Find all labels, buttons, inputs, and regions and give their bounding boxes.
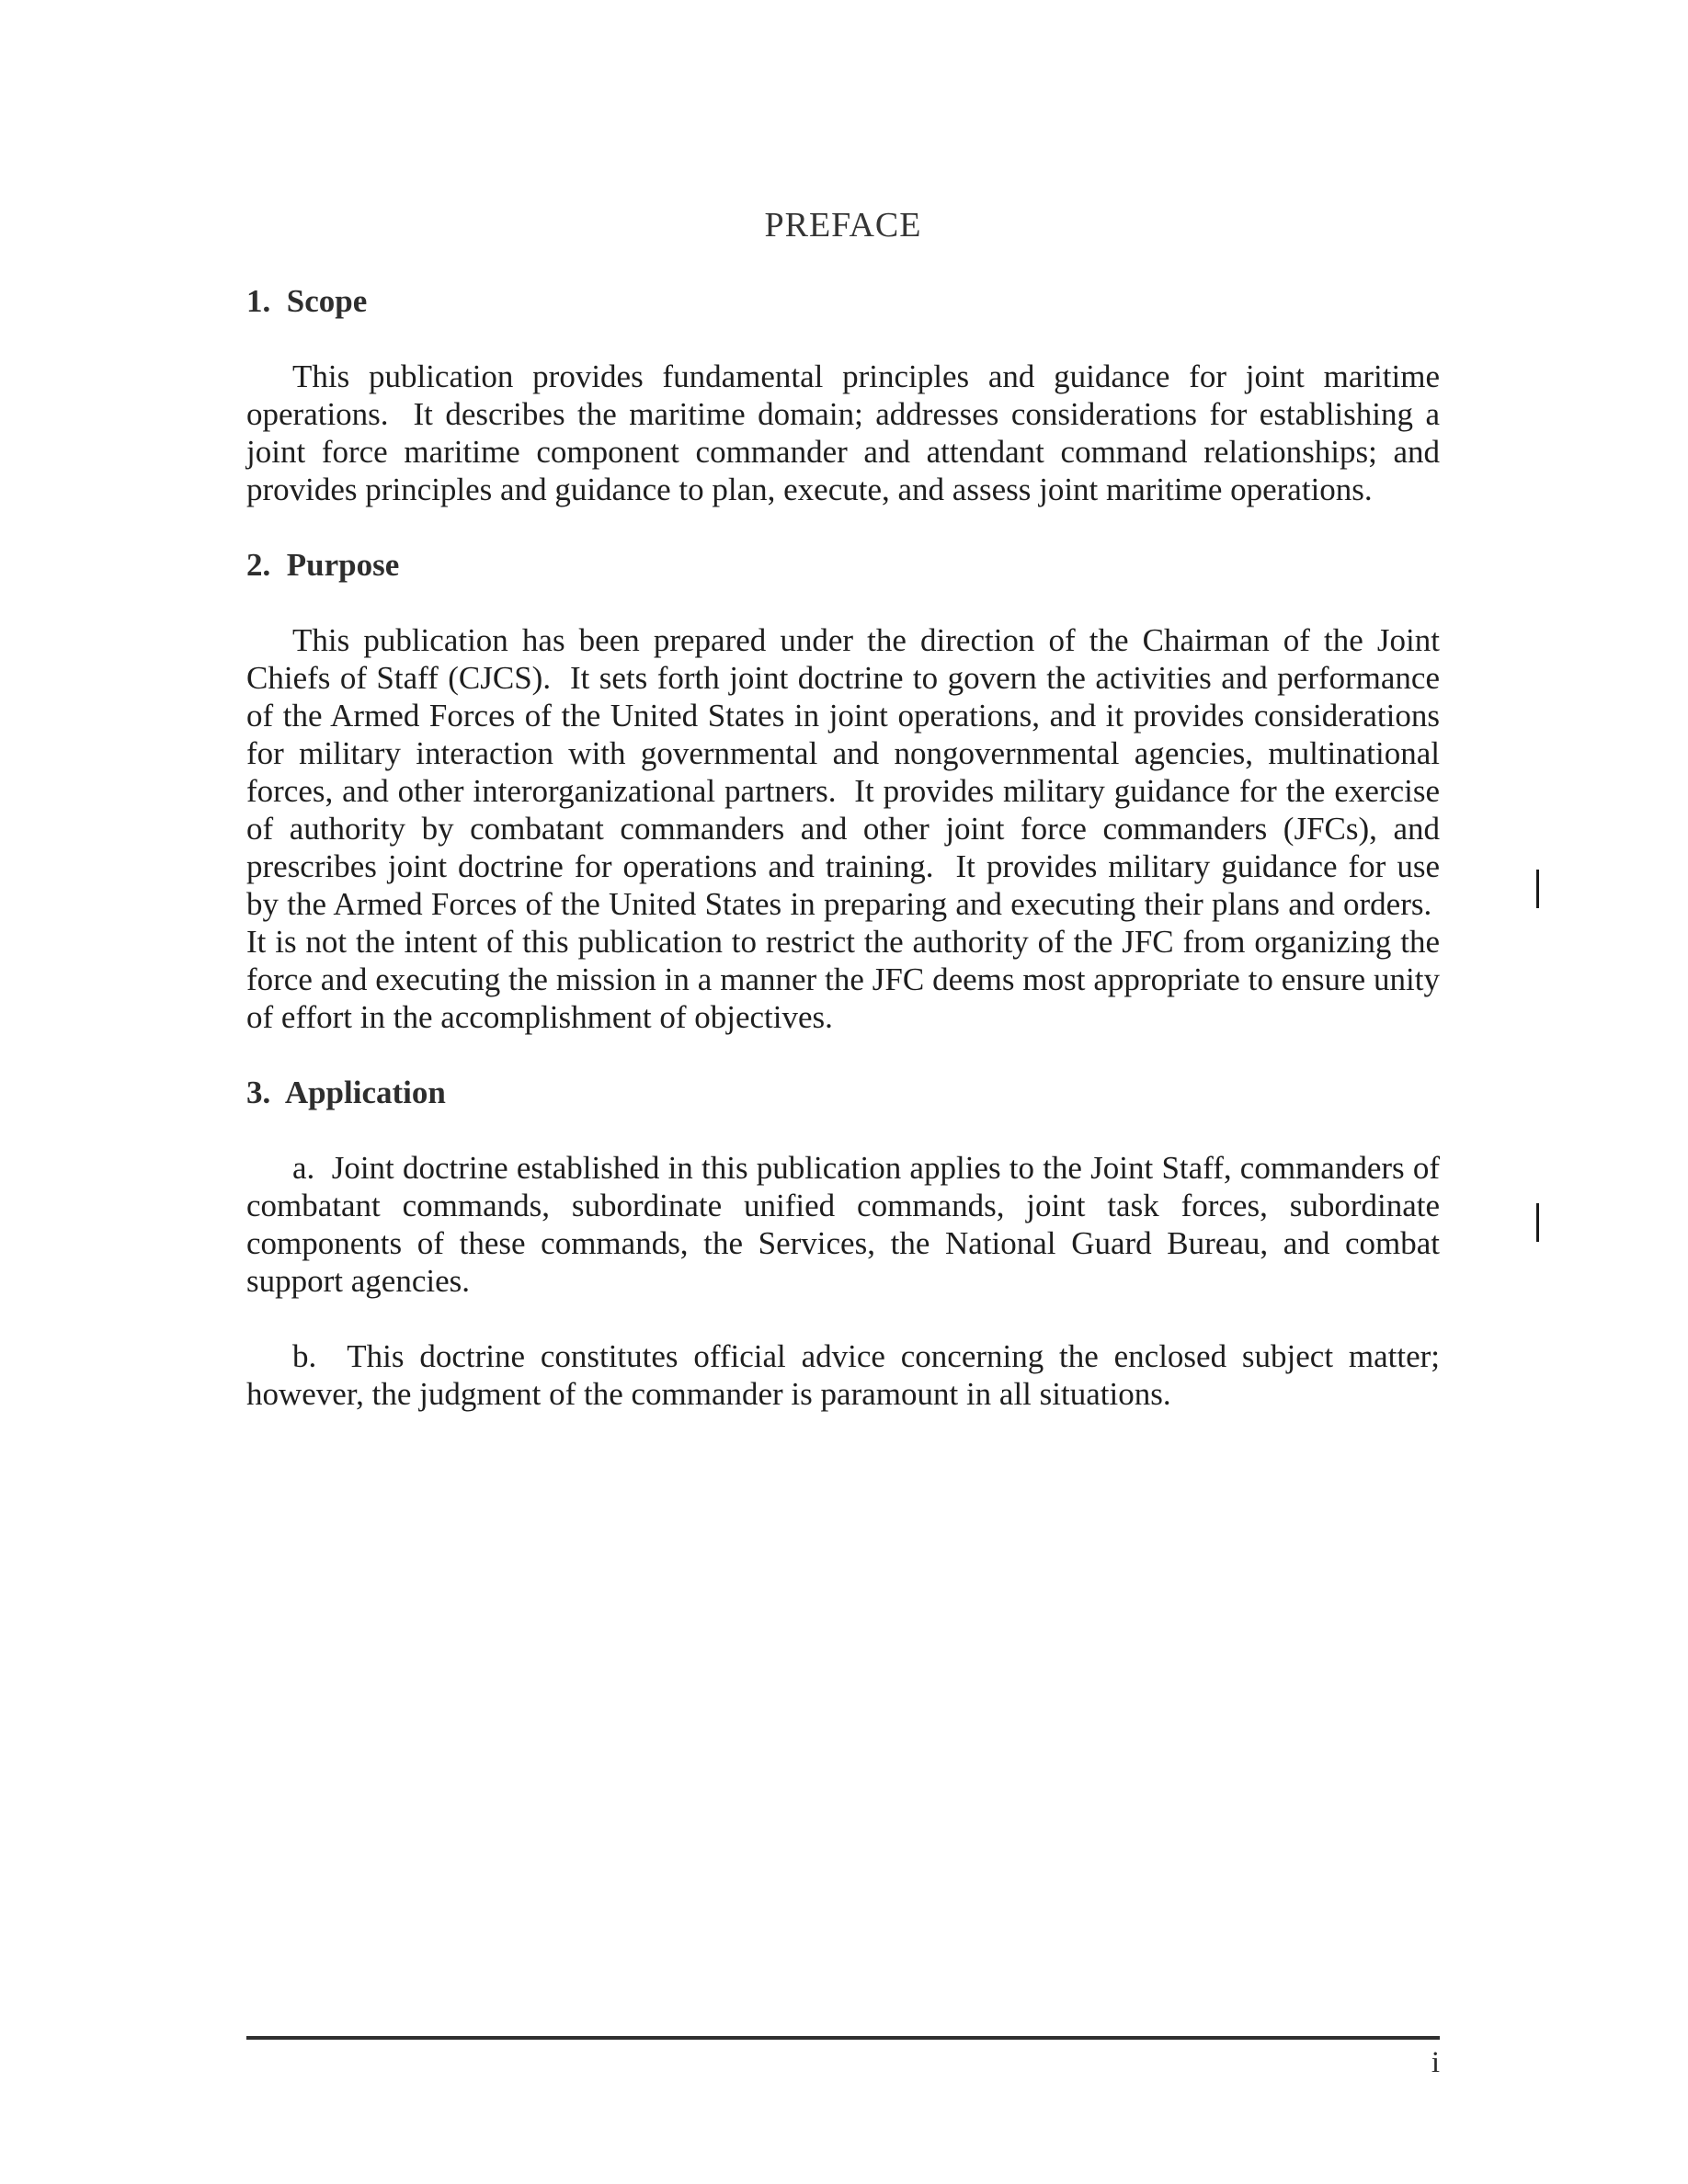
section-purpose-heading: 2. Purpose [246, 547, 400, 583]
section-application-heading: 3. Application [246, 1075, 446, 1110]
section-application-paragraph-a: a. Joint doctrine established in this publication applies to the Joint Staff, commanders of combatant commands, subordinate unified commands, joint task forces, subordinate components of these commands, the Services, the National Guard Bureau, and combat support agencies. [246, 1150, 1440, 1299]
section-scope-heading: 1. Scope [246, 283, 368, 319]
section-application-paragraph-b: b. This doctrine constitutes official advice concerning the enclosed subject matter; however, the judgment of the commander is paramount in all situations. [246, 1338, 1440, 1412]
page-title: PREFACE [764, 206, 922, 245]
page-number: i [1431, 2046, 1440, 2079]
section-scope [246, 282, 1440, 508]
section-scope-paragraph: This publication provides fundamental principles and guidance for joint maritime operations. It describes the maritime domain; addresses considerations for establishing a joint force maritime component commander and attendant command relationships; and provides principles and guidance to plan, execute, and assess joint maritime operations. [246, 358, 1440, 507]
section-application [246, 1074, 1440, 1413]
change-bar-marker [1536, 1203, 1539, 1242]
footer-divider [246, 2036, 1440, 2040]
page-content [246, 205, 1440, 1450]
section-purpose-paragraph: This publication has been prepared under the direction of the Chairman of the Joint Chiefs of Staff (CJCS). It sets forth joint doctrine to govern the activities and performance of the Armed Forces of the United States in joint operations, and it provides considerations for military interaction with governmental and nongovernmental agencies, multinational forces, and other interorganizational partners. It provides military guidance for the exercise of authority by combatant commanders and other joint force commanders (JFCs), and prescribes joint doctrine for operations and training. It provides military guidance for use by the Armed Forces of the United States in preparing and executing their plans and orders. It is not the intent of this publication to restrict the authority of the JFC from organizing the force and executing the mission in a manner the JFC deems most appropriate to ensure unity of effort in the accomplishment of objectives. [246, 622, 1440, 1035]
change-bar-marker [1536, 870, 1539, 908]
section-purpose [246, 546, 1440, 1036]
